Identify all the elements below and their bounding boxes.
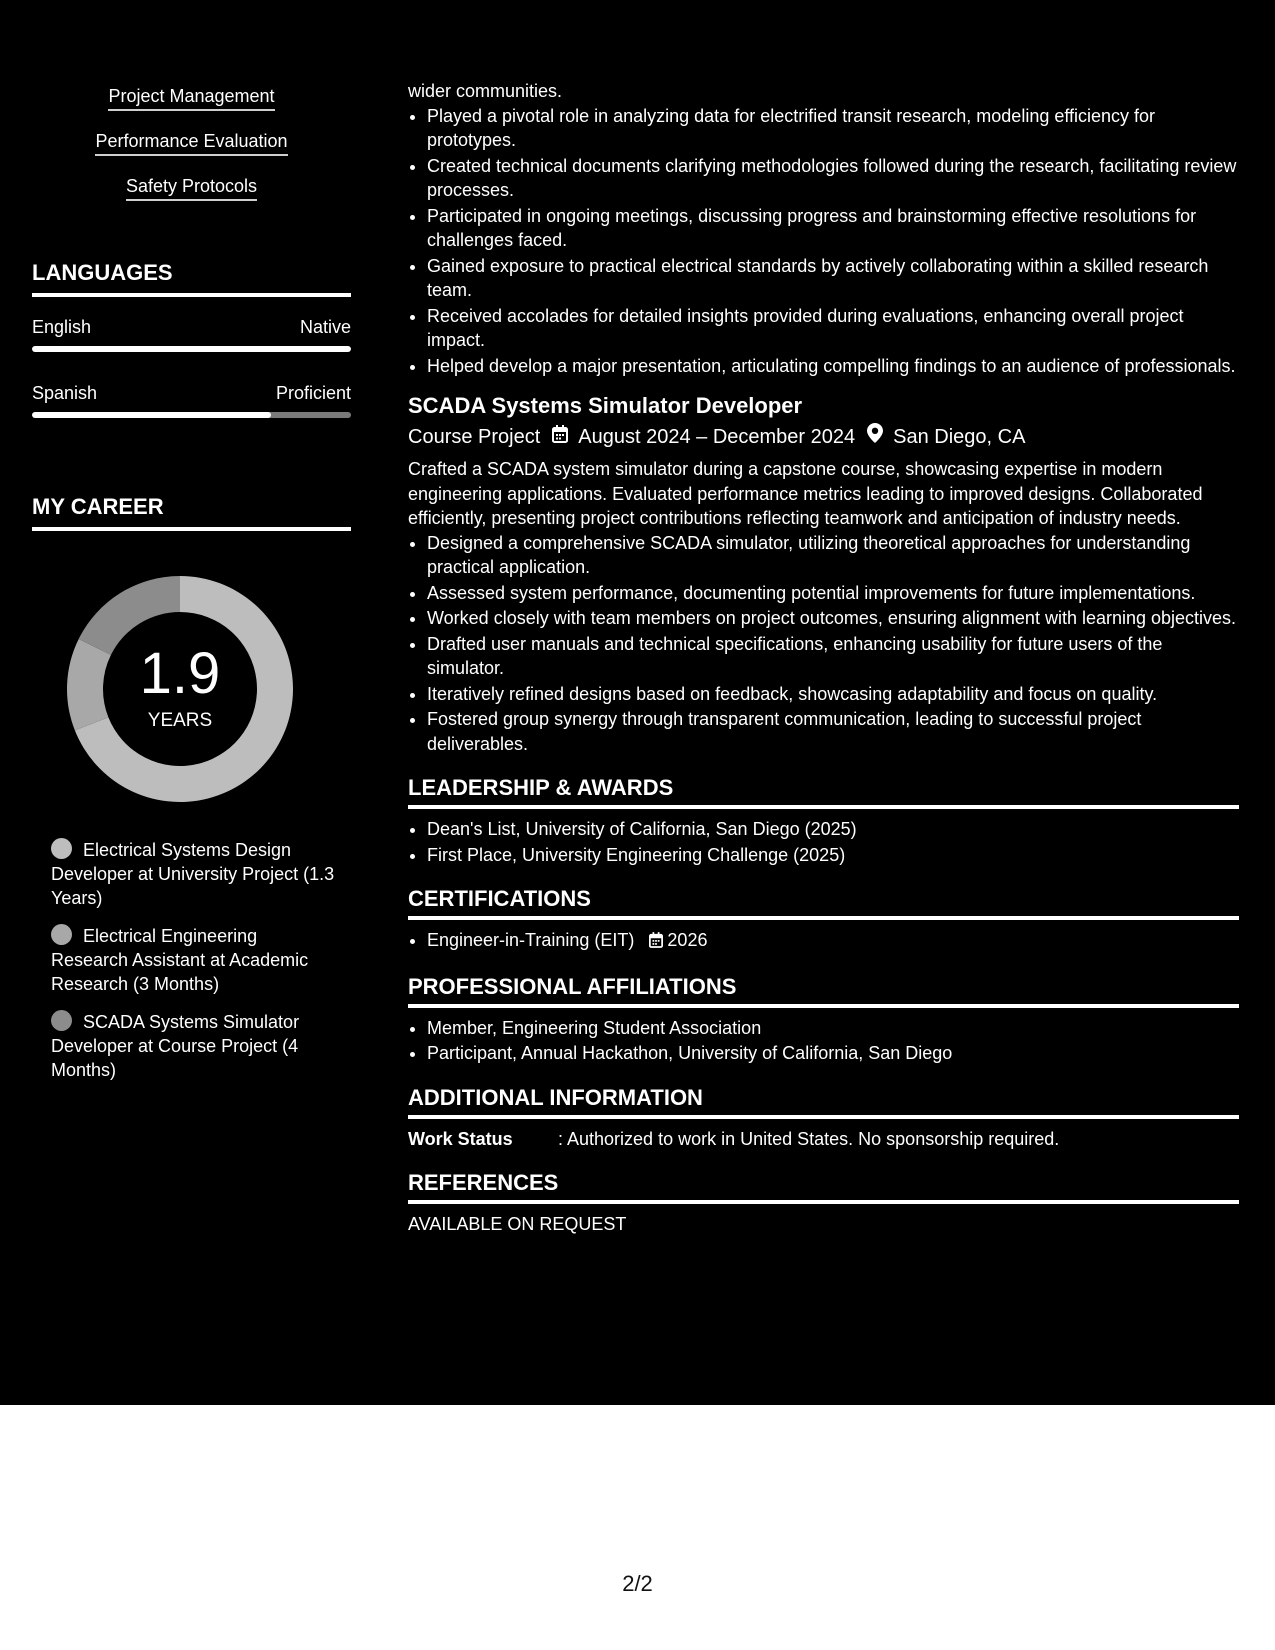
leadership-section (408, 774, 1239, 867)
career-legend-item (51, 838, 336, 910)
skill-item: Project Management (108, 84, 274, 111)
additional-info-section (408, 1084, 1239, 1151)
certifications-heading: CERTIFICATIONS (408, 885, 1239, 920)
calendar-icon (552, 423, 568, 451)
job-summary: Crafted a SCADA system simulator during a capstone course, showcasing expertise in modern engineering applications. Evaluated performance metrics leading to improved designs. Collaborated efficiently, presenting project contributions reflecting teamwork and anticipation of industry needs. (408, 459, 1203, 528)
affiliations-heading: PROFESSIONAL AFFILIATIONS (408, 973, 1239, 1008)
bullet-item: • Participated in ongoing meetings, discussing progress and brainstorming effective resolutions for challenges faced. (427, 204, 1239, 253)
bullet-item: • Played a pivotal role in analyzing data for electrified transit research, modeling efficiency for prototypes. (427, 104, 1239, 153)
affiliation-item: • Participant, Annual Hackathon, University of California, San Diego (427, 1041, 1239, 1066)
languages-section (32, 259, 351, 418)
bullet-item: • Drafted user manuals and technical specifications, enhancing usability for future users of the simulator. (427, 632, 1239, 681)
language-proficiency-bar (32, 412, 351, 418)
skill-item: Safety Protocols (126, 174, 257, 201)
previous-job-bullets (408, 104, 1239, 379)
affiliations-section (408, 973, 1239, 1066)
language-level: Proficient (275, 383, 351, 403)
bullet-item: • Helped develop a major presentation, articulating compelling findings to an audience of professionals. (427, 354, 1239, 379)
career-heading: MY CAREER (32, 493, 351, 531)
work-status-row (408, 1127, 1239, 1151)
language-spanish (32, 381, 351, 418)
references-heading: REFERENCES (408, 1169, 1239, 1204)
career-donut-chart (65, 574, 295, 804)
certification-item (427, 928, 1239, 955)
affiliation-item: • Member, Engineering Student Association (427, 1016, 1239, 1041)
award-item: • First Place, University Engineering Challenge (2025) (427, 843, 1239, 868)
career-legend-text: SCADA Systems Simulator Developer at Course Project (4 Months) (51, 1012, 300, 1080)
career-legend-item (51, 924, 336, 996)
languages-heading: LANGUAGES (32, 259, 351, 297)
bullet-item: • Gained exposure to practical electrical standards by actively collaborating within a skilled research team. (427, 254, 1239, 303)
career-legend-text: Electrical Engineering Research Assistant at Academic Research (3 Months) (51, 926, 309, 994)
legend-dot-icon (51, 1010, 72, 1031)
job-title: SCADA Systems Simulator Developer (408, 393, 803, 418)
language-english (32, 315, 351, 352)
career-legend (51, 838, 336, 1082)
career-total-years: 1.9 (139, 641, 221, 706)
bullet-item: • Iteratively refined designs based on feedback, showcasing adaptability and focus on quality. (427, 682, 1239, 707)
language-name: English (32, 317, 92, 337)
certification-year: 2026 (667, 930, 708, 950)
bullet-item: • Worked closely with team members on project outcomes, ensuring alignment with learning objectives. (427, 606, 1239, 631)
language-name: Spanish (32, 383, 98, 403)
certification-name: Engineer-in-Training (EIT) (427, 930, 635, 950)
job-meta (408, 423, 1239, 451)
references-text: AVAILABLE ON REQUEST (408, 1213, 627, 1234)
calendar-icon (649, 930, 663, 955)
language-proficiency-fill (32, 412, 271, 418)
job-location: San Diego, CA (893, 426, 1026, 448)
certifications-section (408, 885, 1239, 955)
job-company: Course Project (408, 426, 541, 448)
job-bullets (408, 531, 1239, 757)
additional-info-heading: ADDITIONAL INFORMATION (408, 1084, 1239, 1119)
page-number: 2/2 (622, 1571, 653, 1596)
continued-summary: wider communities. (408, 81, 563, 101)
sidebar (32, 84, 351, 1096)
skill-item: Performance Evaluation (95, 129, 287, 156)
career-legend-item (51, 1010, 336, 1082)
award-item: • Dean's List, University of California, San Diego (2025) (427, 817, 1239, 842)
language-proficiency-bar (32, 346, 351, 352)
main-content (408, 79, 1239, 1236)
location-pin-icon (867, 423, 883, 451)
legend-dot-icon (51, 838, 72, 859)
language-proficiency-fill (32, 346, 351, 352)
career-section (32, 493, 351, 1082)
bullet-item: • Assessed system performance, documenting potential improvements for future implementations. (427, 581, 1239, 606)
bullet-item: • Fostered group synergy through transparent communication, leading to successful project deliverables. (427, 707, 1239, 756)
skills-list (32, 84, 351, 219)
work-status-label: Work Status (408, 1128, 513, 1149)
career-total-unit: YEARS (147, 710, 213, 731)
language-level: Native (299, 317, 351, 337)
legend-dot-icon (51, 924, 72, 945)
bullet-item: • Designed a comprehensive SCADA simulator, utilizing theoretical approaches for understanding practical application. (427, 531, 1239, 580)
bullet-item: • Received accolades for detailed insights provided during evaluations, enhancing overall project impact. (427, 304, 1239, 353)
references-section (408, 1169, 1239, 1237)
bullet-item: • Created technical documents clarifying methodologies followed during the research, facilitating review processes. (427, 154, 1239, 203)
leadership-heading: LEADERSHIP & AWARDS (408, 774, 1239, 809)
job-dates: August 2024 – December 2024 (578, 426, 856, 448)
work-status-value: : Authorized to work in United States. No sponsorship required. (558, 1128, 1060, 1149)
career-legend-text: Electrical Systems Design Developer at University Project (1.3 Years) (51, 840, 335, 908)
